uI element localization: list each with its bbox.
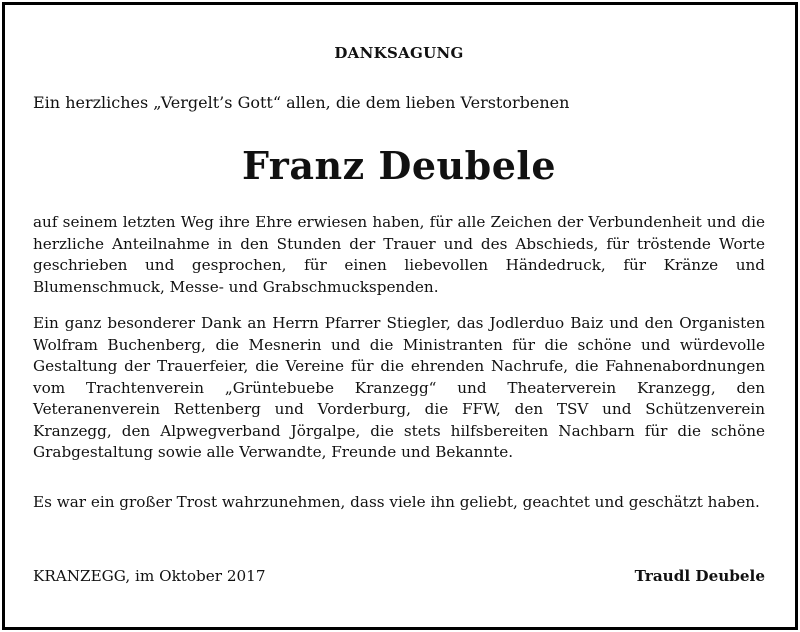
place-date: KRANZEGG, im Oktober 2017 xyxy=(33,567,266,585)
paragraph-special-thanks: Ein ganz besonderer Dank an Herrn Pfarrer Stiegler, das Jodlerduo Baiz und den Organisten Wolfram Buchenberg, die Mesnerin und die Ministranten für die schöne und würdevolle Gestaltung der Trauerfeier, die Vereine für die ehrenden Nachrufe, die Fahnenabordnungen vom Trachtenverein „Grüntebuebe Kranzegg“ und Theaterverein Kranzegg, den Veteranenverein Rettenberg und Vorderburg, die FFW, den TSV und Schützenverein Kranzegg, den Alpwegverband Jörgalpe, die stets hilfsbereiten Nachbarn für die schöne Grabgestaltung sowie alle Verwandte, Freunde und Bekannte. xyxy=(33,314,765,461)
intro-line: Ein herzliches „Vergelt’s Gott“ allen, die dem lieben Verstorbenen xyxy=(33,93,570,112)
notice-heading: DANKSAGUNG xyxy=(334,44,464,62)
paragraph-closing: Es war ein großer Trost wahrzunehmen, dass viele ihn geliebt, geachtet und geschätzt haben. xyxy=(33,493,760,511)
deceased-name: Franz Deubele xyxy=(241,143,556,188)
paragraph-thanks: auf seinem letzten Weg ihre Ehre erwiesen haben, für alle Zeichen der Verbundenheit und die herzliche Anteilnahme in den Stunden der Trauer und des Abschieds, für tröstende Worte geschrieben und gesprochen, für einen liebevollen Händedruck, für Kränze und Blumenschmuck, Messe- und Grabschmuckspenden. xyxy=(33,213,765,296)
signature: Traudl Deubele xyxy=(634,567,765,585)
